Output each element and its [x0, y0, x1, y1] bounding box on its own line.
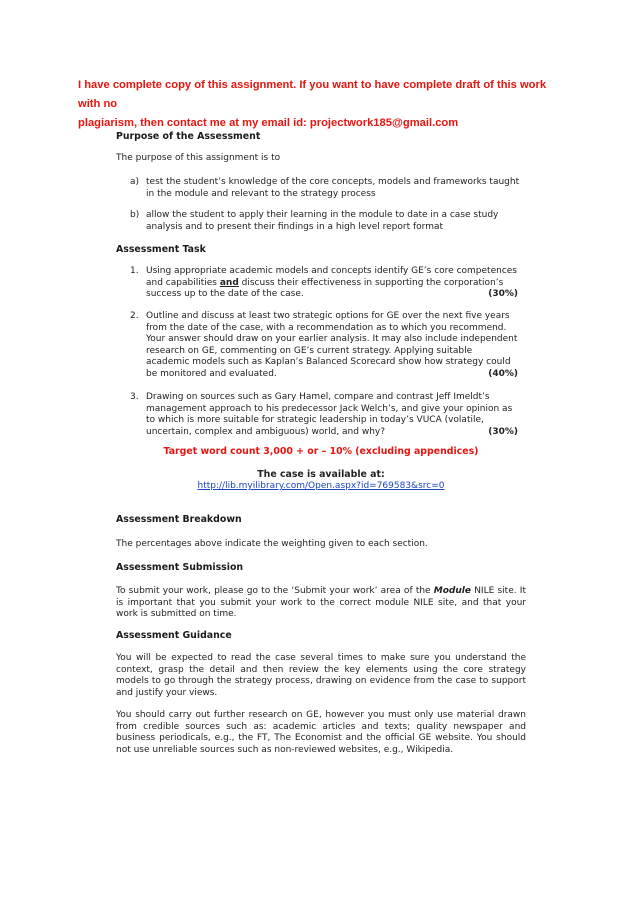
- promo-line-1: I have complete copy of this assignment. If you want to have complete draft of this work with no: [78, 79, 547, 110]
- task-heading: Assessment Task: [116, 244, 206, 255]
- case-available-label: The case is available at:: [257, 469, 385, 480]
- item-text: Drawing on sources such as Gary Hamel, compare and contrast Jeff Imeldt’s management approach to his predecessor Jack Welch’s, and give your opinion as to which is more suitable for strategic leadership in today’s VUCA (volatile, uncertain, complex and ambiguous) world, and why?: [146, 392, 513, 437]
- item-text-after: discuss their effectiveness in supporting the corporation’s success up to the date of the case.: [146, 277, 504, 300]
- submission-text: [116, 586, 526, 621]
- item-label: 1.: [130, 266, 139, 276]
- item-text: Outline and discuss at least two strategic options for GE over the next five years from the date of the case, with a recommendation as to which you recommend. Your answer should draw on your earlier analysis. It may also include independent research on GE, commenting on GE’s current strategy. Applying suitable academic models such as Kaplan’s Balanced Scorecard show how strategy could be monitored and evaluated.: [146, 311, 518, 379]
- purpose-heading: Purpose of the Assessment: [116, 131, 261, 142]
- item-weight: (30%): [488, 289, 518, 300]
- breakdown-text: The percentages above indicate the weighting given to each section.: [116, 539, 428, 549]
- item-weight: (30%): [488, 426, 518, 437]
- case-link[interactable]: http://lib.myilibrary.com/Open.aspx?id=769583&src=0: [197, 481, 445, 491]
- guidance-heading: Assessment Guidance: [116, 630, 232, 641]
- item-label: a): [130, 177, 140, 187]
- guidance-paragraph-1: You will be expected to read the case several times to make sure you understand the context, grasp the detail and then review the key elements using the core strategy models to go through the strategy process, drawing on evidence from the case to support and justify your views.: [116, 653, 526, 698]
- submission-heading: Assessment Submission: [116, 562, 244, 573]
- purpose-intro: The purpose of this assignment is to: [116, 153, 281, 163]
- item-weight: (40%): [488, 368, 518, 379]
- breakdown-heading: Assessment Breakdown: [116, 514, 242, 525]
- submission-emphasis: Module: [433, 586, 471, 596]
- item-label: b): [130, 210, 140, 220]
- item-text: test the student’s knowledge of the core concepts, models and frameworks taught in the module and relevant to the strategy process: [146, 177, 520, 199]
- submission-text-before: To submit your work, please go to the ‘Submit your work’ area of the: [116, 586, 431, 596]
- item-text-before: Using appropriate academic models and concepts identify GE’s core competences and capabilities: [146, 266, 517, 288]
- submission-text-after: NILE site. It is important that you submit your work to the correct module NILE site, and that your work is submitted on time.: [116, 586, 526, 620]
- promo-notice: [78, 76, 568, 133]
- item-text: allow the student to apply their learning in the module to date in a case study analysis and to present their findings in a high level report format: [146, 210, 499, 232]
- promo-line-2: plagiarism, then contact me at my email id: projectwork185@gmail.com: [78, 117, 459, 129]
- guidance-paragraph-2: You should carry out further research on GE, however you must only use material drawn from credible sources such as: academic articles and texts; quality newspaper and business periodicals, e.g., the FT, The Economist and the official GE website. You should not use unreliable sources such as non-reviewed websites, e.g., Wikipedia.: [116, 710, 526, 755]
- item-emphasis: and: [219, 277, 239, 288]
- item-label: 2.: [130, 311, 139, 321]
- item-label: 3.: [130, 392, 139, 402]
- target-word-count: Target word count 3,000 + or – 10% (excluding appendices): [163, 446, 479, 457]
